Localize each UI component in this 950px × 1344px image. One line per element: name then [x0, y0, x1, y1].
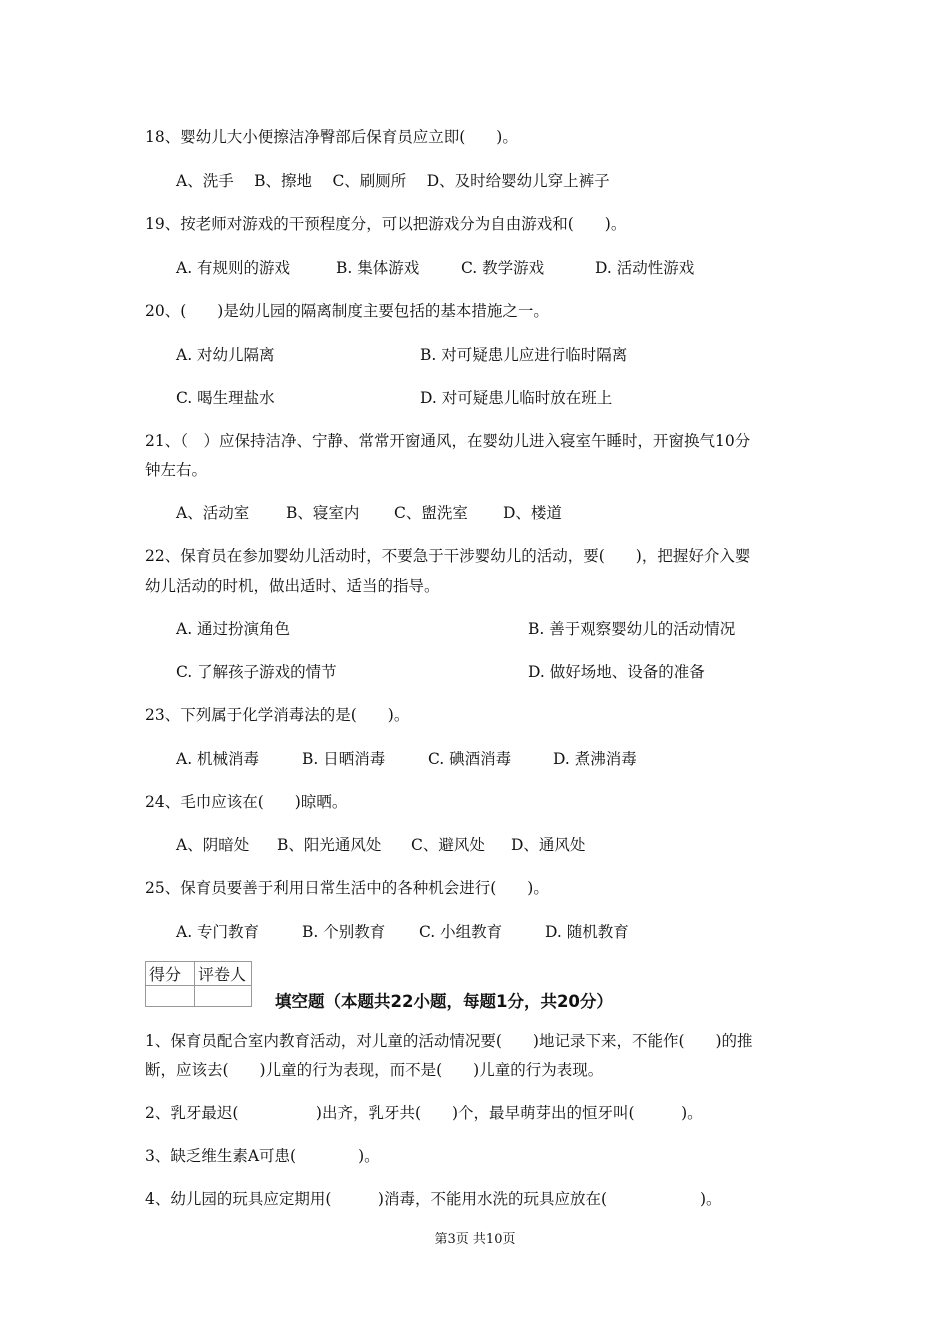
q19-option-c: C. 教学游戏 — [461, 259, 545, 277]
q24-option-a: A、阴暗处 — [176, 836, 250, 854]
question-21-line1: 21、（ ）应保持洁净、宁静、常常开窗通风，在婴幼儿进入寝室午睡时，开窗换气10分 — [145, 432, 751, 450]
fill-1-line1: 1、保育员配合室内教育活动，对儿童的活动情况要( )地记录下来，不能作( )的推 — [145, 1032, 753, 1050]
q20-option-d: D. 对可疑患儿临时放在班上 — [420, 389, 613, 407]
fill-1-line2: 断，应该去( )儿童的行为表现，而不是( )儿童的行为表现。 — [145, 1061, 604, 1079]
question-20: 20、( )是幼儿园的隔离制度主要包括的基本措施之一。 — [145, 302, 549, 320]
q21-option-a: A、活动室 — [176, 504, 250, 522]
score-cell[interactable] — [146, 986, 195, 1007]
question-24: 24、毛巾应该在( )晾晒。 — [145, 793, 348, 811]
score-header: 得分 — [146, 962, 195, 986]
q19-option-a: A. 有规则的游戏 — [176, 259, 291, 277]
q21-option-b: B、寝室内 — [286, 504, 360, 522]
question-22-line1: 22、保育员在参加婴幼儿活动时，不要急于干涉婴幼儿的活动，要( )，把握好介入婴 — [145, 547, 751, 565]
q25-option-b: B. 个别教育 — [302, 923, 386, 941]
q23-option-b: B. 日晒消毒 — [302, 750, 386, 768]
section-title: 填空题（本题共22小题，每题1分，共20分） — [275, 992, 613, 1011]
question-18: 18、婴幼儿大小便擦洁净臀部后保育员应立即( )。 — [145, 128, 518, 146]
question-23: 23、下列属于化学消毒法的是( )。 — [145, 706, 410, 724]
question-25: 25、保育员要善于利用日常生活中的各种机会进行( )。 — [145, 879, 549, 897]
q24-option-d: D、通风处 — [511, 836, 586, 854]
q23-option-a: A. 机械消毒 — [176, 750, 260, 768]
q25-option-c: C. 小组教育 — [419, 923, 503, 941]
q20-option-b: B. 对可疑患儿应进行临时隔离 — [420, 346, 628, 364]
q25-option-a: A. 专门教育 — [176, 923, 260, 941]
q22-option-d: D. 做好场地、设备的准备 — [528, 663, 705, 681]
fill-3: 3、缺乏维生素A可患( )。 — [145, 1147, 380, 1165]
q22-option-a: A. 通过扮演角色 — [176, 620, 291, 638]
question-22-line2: 幼儿活动的时机，做出适时、适当的指导。 — [145, 577, 440, 595]
fill-4: 4、幼儿园的玩具应定期用( )消毒，不能用水洗的玩具应放在( )。 — [145, 1190, 722, 1208]
fill-2: 2、乳牙最迟( )出齐，乳牙共( )个，最早萌芽出的恒牙叫( )。 — [145, 1104, 703, 1122]
q23-option-c: C. 碘酒消毒 — [428, 750, 512, 768]
q22-option-b: B. 善于观察婴幼儿的活动情况 — [528, 620, 736, 638]
q20-option-c: C. 喝生理盐水 — [176, 389, 275, 407]
q19-option-d: D. 活动性游戏 — [595, 259, 695, 277]
q24-option-b: B、阳光通风处 — [277, 836, 382, 854]
q21-option-c: C、盥洗室 — [394, 504, 468, 522]
grader-cell[interactable] — [195, 986, 252, 1007]
question-21-line2: 钟左右。 — [145, 461, 208, 479]
q25-option-d: D. 随机教育 — [545, 923, 629, 941]
q21-option-d: D、楼道 — [503, 504, 562, 522]
q19-option-b: B. 集体游戏 — [336, 259, 420, 277]
q23-option-d: D. 煮沸消毒 — [553, 750, 637, 768]
q22-option-c: C. 了解孩子游戏的情节 — [176, 663, 337, 681]
q24-option-c: C、避风处 — [411, 836, 485, 854]
question-19: 19、按老师对游戏的干预程度分，可以把游戏分为自由游戏和( )。 — [145, 215, 627, 233]
q18-options: A、洗手 B、擦地 C、刷厕所 D、及时给婴幼儿穿上裤子 — [176, 172, 610, 190]
grader-header: 评卷人 — [195, 962, 252, 986]
score-table — [145, 961, 252, 1007]
page-footer: 第3页 共10页 — [434, 1232, 516, 1247]
q20-option-a: A. 对幼儿隔离 — [176, 346, 275, 364]
